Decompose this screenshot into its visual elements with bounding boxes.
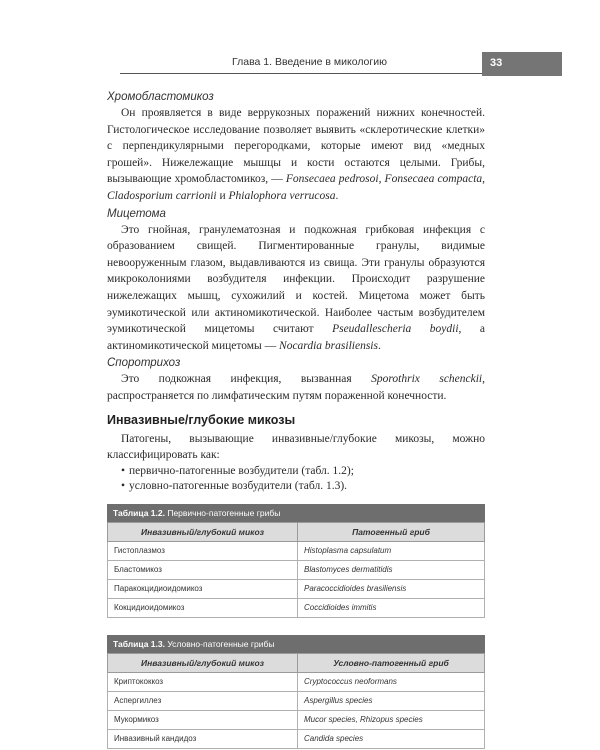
table-row xyxy=(108,579,485,598)
page-number: 33 xyxy=(482,52,562,76)
list-item: • условно-патогенные возбудители (табл. 1.3). xyxy=(121,479,485,494)
table-cell: Histoplasma capsulatum xyxy=(298,541,485,560)
column-header: Условно-патогенный гриб xyxy=(298,653,485,672)
table-row xyxy=(108,560,485,579)
table-primary-pathogens xyxy=(107,504,485,618)
table-cell: Aspergillus species xyxy=(298,691,485,710)
column-header: Инвазивный/глубокий микоз xyxy=(108,522,298,541)
paragraph-mycetoma: Это гнойная, гранулематозная и подкожная грибковая инфекция с образованием свищей. Пигментированные гранулы, видимые невооруженным глазом, выдавливаются из свища. Эти гранулы образуются микроколониями возбудителя инфекции. Происходит разрушение нижележащих мышц, сухожилий и костей. Мицетома может быть эумикотической или актиномикотической. Наиболее частым возбудителем эумикотической мицетомы считают Pseudallescheria boydii, а актиномикотической мицетомы — Nocardia brasiliensis. xyxy=(107,223,486,352)
table-cell: Paracoccidioides brasiliensis xyxy=(298,579,485,598)
classification-list xyxy=(107,464,485,494)
table-header-row xyxy=(108,522,485,541)
table-row xyxy=(108,729,485,748)
paragraph-sporotrichosis: Это подкожная инфекция, вызванная Sporothrix schenckii, распространяется по лимфатическим путям пораженной конечности. xyxy=(107,373,486,402)
column-header: Патогенный гриб xyxy=(298,522,485,541)
table-cell: Инвазивный кандидоз xyxy=(108,729,298,748)
table-cell: Криптококкоз xyxy=(108,672,298,691)
table-cell: Паракокцидиоидомикоз xyxy=(108,579,298,598)
heading-invasive-mycoses: Инвазивные/глубокие микозы xyxy=(107,412,296,427)
table-row xyxy=(108,541,485,560)
table-cell: Бластомикоз xyxy=(108,560,298,579)
list-item: • первично-патогенные возбудители (табл. 1.2); xyxy=(121,464,485,479)
table-cell: Mucor species, Rhizopus species xyxy=(298,710,485,729)
table-row xyxy=(108,672,485,691)
paragraph-invasive-intro: Патогены, вызывающие инвазивные/глубокие микозы, можно классифицировать как: xyxy=(107,432,485,462)
column-header: Инвазивный/глубокий микоз xyxy=(108,653,298,672)
table-caption: Таблица 1.3. Условно-патогенные грибы xyxy=(107,635,485,653)
table-row xyxy=(108,691,485,710)
table-cell: Гистоплазмоз xyxy=(108,541,298,560)
running-header xyxy=(120,52,562,76)
table-cell: Coccidioides immitis xyxy=(298,598,485,617)
section-title-mycetoma: Мицетома xyxy=(107,207,166,220)
table-cell: Кокцидиоидомикоз xyxy=(108,598,298,617)
page-content xyxy=(107,88,485,749)
table-cell: Мукормикоз xyxy=(108,710,298,729)
section-title-chromoblastomycosis: Хромобластомикоз xyxy=(107,91,214,103)
table-row xyxy=(108,598,485,617)
table-cell: Candida species xyxy=(298,729,485,748)
table-row xyxy=(108,710,485,729)
section-title-sporotrichosis: Споротрихоз xyxy=(107,357,181,370)
chapter-title: Глава 1. Введение в микологию xyxy=(232,56,387,68)
table-cell: Cryptococcus neoformans xyxy=(298,672,485,691)
table-opportunistic-pathogens xyxy=(107,635,485,749)
table-cell: Blastomyces dermatitidis xyxy=(298,560,485,579)
table-caption: Таблица 1.2. Первично-патогенные грибы xyxy=(107,504,485,522)
paragraph-chromoblastomycosis: Он проявляется в виде веррукозных поражений нижних конечностей. Гистологическое исследование позволяет выявить «склеротические клетки» с перпендикулярными перегородками, которые имеют вид «медных грошей». Нижележащие мышцы и кости остаются целыми. Грибы, вызывающие хромобластомикоз, — Fonsecaea pedrosoi, Fonsecaea compacta, Cladosporium carrionii и Phialophora verrucosa. xyxy=(107,107,486,202)
table-cell: Аспергиллез xyxy=(108,691,298,710)
header-rule xyxy=(120,73,482,74)
table-header-row xyxy=(108,653,485,672)
